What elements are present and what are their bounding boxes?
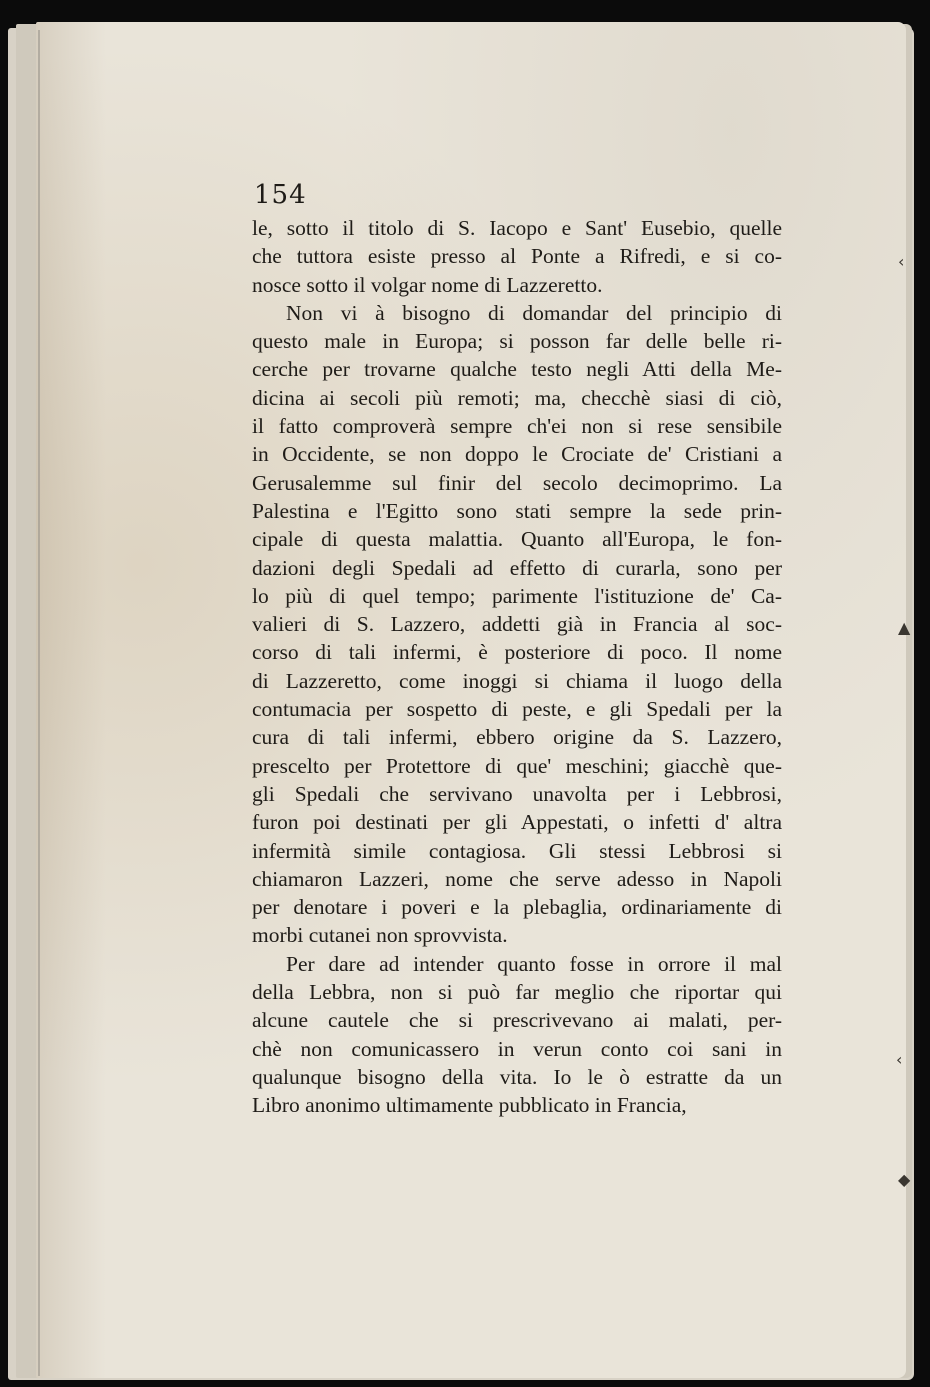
margin-arrow-mark: ▲: [898, 618, 911, 637]
margin-bracket-mark: ‹: [898, 252, 905, 271]
text-line: cipale di questa malattia. Quanto all'Europa, le fon-: [252, 527, 782, 552]
text-line: qualunque bisogno della vita. Io le ò estratte da un: [252, 1064, 782, 1089]
text-line: gli Spedali che servivano unavolta per i Lebbrosi,: [252, 781, 782, 806]
margin-bracket-mark-2: ‹: [896, 1050, 903, 1069]
text-line: questo male in Europa; si posson far delle belle ri-: [252, 329, 782, 354]
binding-edge: [38, 30, 40, 1376]
text-line: di Lazzeretto, come inoggi si chiama il luogo della: [252, 668, 782, 693]
page-number: 154: [254, 180, 307, 210]
text-line: le, sotto il titolo di S. Iacopo e Sant' Eusebio, quelle: [252, 216, 782, 240]
text-line: prescelto per Protettore di que' meschini; giacchè que-: [252, 753, 782, 778]
text-line: nosce sotto il volgar nome di Lazzeretto.: [252, 272, 603, 297]
text-line: chè non comunicassero in verun conto coi sani in: [252, 1036, 782, 1061]
text-line: lo più di quel tempo; parimente l'istituzione de' Ca-: [252, 583, 782, 608]
text-line: Palestina e l'Egitto sono stati sempre la sede prin-: [252, 498, 782, 523]
text-line: il fatto comproverà sempre ch'ei non si rese sensibile: [252, 414, 782, 439]
text-line: dazioni degli Spedali ad effetto di curarla, sono per: [252, 555, 782, 580]
text-line: morbi cutanei non sprovvista.: [252, 923, 508, 948]
text-line: chiamaron Lazzeri, nome che serve adesso in Napoli: [252, 866, 782, 891]
text-line: valieri di S. Lazzero, addetti già in Francia al soc-: [252, 612, 782, 637]
text-line: contumacia per sospetto di peste, e gli Spedali per la: [252, 697, 782, 722]
text-line: che tuttora esiste presso al Ponte a Rifredi, e si co-: [252, 244, 782, 269]
text-line: Libro anonimo ultimamente pubblicato in Francia,: [252, 1093, 687, 1118]
text-line: alcune cautele che si prescrivevano ai malati, per-: [252, 1008, 782, 1033]
text-line: furon poi destinati per gli Appestati, o infetti d' altra: [252, 810, 782, 835]
text-line: in Occidente, se non doppo le Crociate de' Cristiani a: [252, 442, 782, 467]
text-line: cura di tali infermi, ebbero origine da S. Lazzero,: [252, 725, 782, 750]
text-line: per denotare i poveri e la plebaglia, ordinariamente di: [252, 895, 782, 920]
text-line: della Lebbra, non si può far meglio che riportar qui: [252, 980, 782, 1005]
text-line: infermità simile contagiosa. Gli stessi Lebbrosi si: [252, 838, 782, 863]
text-line: Gerusalemme sul finir del secolo decimoprimo. La: [252, 470, 782, 495]
body-text: [252, 214, 782, 1120]
text-line: cerche per trovarne qualche testo negli Atti della Me-: [252, 357, 782, 382]
text-line: Per dare ad intender quanto fosse in orrore il mal: [286, 951, 782, 976]
text-line: Non vi à bisogno di domandar del principio di: [286, 300, 782, 325]
text-line: dicina ai secoli più remoti; ma, checchè siasi di ciò,: [252, 385, 782, 410]
margin-dot-mark: ◆: [898, 1170, 911, 1189]
text-line: corso di tali infermi, è posteriore di poco. Il nome: [252, 640, 782, 665]
